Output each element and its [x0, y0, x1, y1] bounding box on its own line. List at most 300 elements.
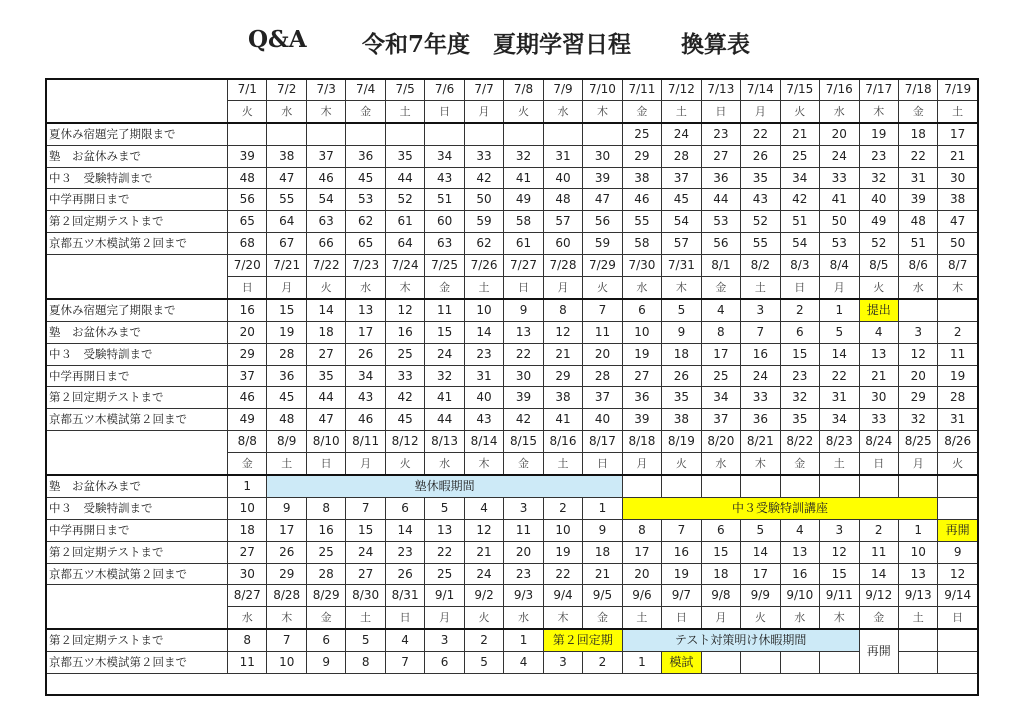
weekday-cell: 木 — [741, 453, 780, 475]
value-cell: 34 — [425, 145, 464, 167]
value-cell: 39 — [583, 167, 622, 189]
value-cell: 42 — [780, 189, 819, 211]
row-label: 中学再開日まで — [46, 519, 228, 541]
date-cell: 9/1 — [425, 585, 464, 607]
value-cell: 35 — [385, 145, 424, 167]
value-cell: 14 — [741, 541, 780, 563]
value-cell: 62 — [464, 233, 503, 255]
test2-row — [46, 541, 978, 563]
date-row — [46, 585, 978, 607]
value-cell: 15 — [425, 321, 464, 343]
value-cell: 9 — [662, 321, 701, 343]
juku_obon-row — [46, 145, 978, 167]
value-cell: 16 — [780, 563, 819, 585]
value-cell: 28 — [938, 387, 977, 409]
mock-row — [46, 652, 978, 674]
date-cell: 8/11 — [346, 431, 385, 453]
value-cell: 21 — [938, 145, 977, 167]
value-cell: 19 — [267, 321, 306, 343]
value-cell: 47 — [267, 167, 306, 189]
value-cell: 55 — [267, 189, 306, 211]
date-cell: 7/19 — [938, 79, 977, 101]
value-cell: 33 — [859, 409, 898, 431]
date-cell: 8/3 — [780, 255, 819, 277]
value-cell — [385, 123, 424, 145]
date-cell: 9/9 — [741, 585, 780, 607]
value-cell: 2 — [859, 519, 898, 541]
value-cell: 5 — [425, 497, 464, 519]
weekday-cell: 水 — [898, 277, 937, 299]
value-cell: 33 — [385, 365, 424, 387]
value-cell: 63 — [425, 233, 464, 255]
empty-cell — [898, 652, 937, 674]
empty-cell — [898, 299, 937, 321]
schedule-table — [45, 78, 978, 674]
value-cell: 5 — [820, 321, 859, 343]
value-cell: 34 — [780, 167, 819, 189]
value-cell: 65 — [228, 211, 267, 233]
value-cell: 45 — [346, 167, 385, 189]
value-cell: 32 — [425, 365, 464, 387]
empty-cell — [938, 652, 977, 674]
value-cell: 8 — [306, 497, 345, 519]
value-cell: 41 — [425, 387, 464, 409]
weekday-cell: 火 — [938, 453, 977, 475]
weekday-cell: 火 — [780, 100, 819, 122]
weekday-cell: 金 — [228, 453, 267, 475]
value-cell: 10 — [228, 497, 267, 519]
value-cell: 40 — [543, 167, 582, 189]
value-cell: 4 — [780, 519, 819, 541]
weekday-cell: 土 — [820, 453, 859, 475]
date-cell: 9/6 — [622, 585, 661, 607]
value-cell: 30 — [228, 563, 267, 585]
value-cell: 28 — [583, 365, 622, 387]
weekday-cell: 日 — [701, 100, 740, 122]
value-cell: 36 — [701, 167, 740, 189]
empty-cell — [780, 652, 819, 674]
date-cell: 8/26 — [938, 431, 977, 453]
row-label: 中学再開日まで — [46, 189, 228, 211]
value-cell: 10 — [464, 299, 503, 321]
value-cell: 31 — [464, 365, 503, 387]
value-cell: 38 — [622, 167, 661, 189]
weekday-cell: 木 — [306, 100, 345, 122]
value-cell: 18 — [228, 519, 267, 541]
value-cell: 52 — [741, 211, 780, 233]
date-cell: 8/14 — [464, 431, 503, 453]
date-cell: 7/14 — [741, 79, 780, 101]
value-cell: 55 — [741, 233, 780, 255]
weekday-cell: 木 — [385, 277, 424, 299]
date-cell: 7/11 — [622, 79, 661, 101]
empty-cell — [898, 629, 937, 651]
value-cell: 12 — [820, 541, 859, 563]
date-cell: 8/17 — [583, 431, 622, 453]
value-cell: 29 — [543, 365, 582, 387]
value-cell: 4 — [385, 629, 424, 651]
date-cell: 7/9 — [543, 79, 582, 101]
value-cell: 16 — [228, 299, 267, 321]
value-cell: 26 — [662, 365, 701, 387]
value-cell: 2 — [543, 497, 582, 519]
school-reopen-badge: 再開 — [938, 519, 977, 541]
date-cell: 8/24 — [859, 431, 898, 453]
value-cell: 24 — [425, 343, 464, 365]
mock-row — [46, 409, 978, 431]
value-cell: 32 — [898, 409, 937, 431]
value-cell: 1 — [583, 497, 622, 519]
value-cell: 18 — [306, 321, 345, 343]
value-cell: 30 — [583, 145, 622, 167]
value-cell: 34 — [820, 409, 859, 431]
value-cell: 61 — [385, 211, 424, 233]
empty-cell — [859, 475, 898, 497]
date-cell: 7/20 — [228, 255, 267, 277]
value-cell: 24 — [820, 145, 859, 167]
value-cell: 53 — [820, 233, 859, 255]
weekday-cell: 水 — [346, 277, 385, 299]
value-cell: 59 — [583, 233, 622, 255]
value-cell: 9 — [267, 497, 306, 519]
weekday-cell: 火 — [741, 607, 780, 629]
value-cell: 35 — [741, 167, 780, 189]
value-cell: 37 — [583, 387, 622, 409]
value-cell: 37 — [662, 167, 701, 189]
value-cell: 7 — [267, 629, 306, 651]
date-cell: 7/30 — [622, 255, 661, 277]
juku_obon-row — [46, 321, 978, 343]
value-cell: 38 — [267, 145, 306, 167]
weekday-cell: 木 — [267, 607, 306, 629]
value-cell: 40 — [464, 387, 503, 409]
row-label: 京都五ツ木模試第２回まで — [46, 652, 228, 674]
summer_hw-row — [46, 123, 978, 145]
value-cell: 21 — [859, 365, 898, 387]
value-cell: 23 — [504, 563, 543, 585]
conversion-table-title: 換算表 — [681, 31, 750, 58]
value-cell: 1 — [820, 299, 859, 321]
value-cell: 14 — [385, 519, 424, 541]
value-cell: 47 — [306, 409, 345, 431]
row-label: 中３ 受験特訓まで — [46, 343, 228, 365]
value-cell: 60 — [425, 211, 464, 233]
value-cell: 49 — [228, 409, 267, 431]
value-cell: 24 — [662, 123, 701, 145]
date-cell: 7/13 — [701, 79, 740, 101]
value-cell: 13 — [780, 541, 819, 563]
value-cell: 10 — [898, 541, 937, 563]
weekday-cell: 月 — [425, 607, 464, 629]
chu3-row — [46, 497, 978, 519]
date-cell: 8/7 — [938, 255, 977, 277]
value-cell: 17 — [741, 563, 780, 585]
weekday-cell: 金 — [780, 453, 819, 475]
value-cell: 17 — [267, 519, 306, 541]
weekday-cell: 日 — [385, 607, 424, 629]
date-cell: 7/21 — [267, 255, 306, 277]
value-cell: 26 — [267, 541, 306, 563]
value-cell: 22 — [504, 343, 543, 365]
row-label: 塾 お盆休みまで — [46, 145, 228, 167]
value-cell: 6 — [425, 652, 464, 674]
value-cell: 27 — [701, 145, 740, 167]
weekday-cell: 水 — [701, 453, 740, 475]
weekday-cell: 水 — [425, 453, 464, 475]
value-cell: 42 — [464, 167, 503, 189]
value-cell: 20 — [898, 365, 937, 387]
test-break-band: テスト対策明け休暇期間 — [622, 629, 859, 651]
chu3-course-band: 中３受験特訓講座 — [622, 497, 938, 519]
weekday-cell: 日 — [583, 453, 622, 475]
weekday-cell: 火 — [662, 453, 701, 475]
value-cell: 46 — [346, 409, 385, 431]
value-cell: 11 — [859, 541, 898, 563]
value-cell: 18 — [701, 563, 740, 585]
value-cell: 5 — [346, 629, 385, 651]
value-cell: 44 — [701, 189, 740, 211]
weekday-cell: 金 — [306, 607, 345, 629]
value-cell: 66 — [306, 233, 345, 255]
weekday-cell: 日 — [938, 607, 977, 629]
weekday-cell: 水 — [820, 100, 859, 122]
value-cell: 34 — [346, 365, 385, 387]
value-cell: 41 — [504, 167, 543, 189]
value-cell: 50 — [938, 233, 977, 255]
date-cell: 7/26 — [464, 255, 503, 277]
date-cell: 8/6 — [898, 255, 937, 277]
value-cell: 31 — [898, 167, 937, 189]
value-cell: 48 — [228, 167, 267, 189]
empty-cell — [701, 652, 740, 674]
reopen-cell: 再開 — [859, 629, 898, 673]
date-cell: 9/5 — [583, 585, 622, 607]
value-cell: 39 — [622, 409, 661, 431]
row-label: 第２回定期テストまで — [46, 211, 228, 233]
value-cell: 11 — [583, 321, 622, 343]
weekday-cell: 土 — [662, 100, 701, 122]
value-cell: 37 — [701, 409, 740, 431]
weekday-cell: 土 — [741, 277, 780, 299]
date-cell: 8/9 — [267, 431, 306, 453]
value-cell — [504, 123, 543, 145]
date-cell: 7/15 — [780, 79, 819, 101]
value-cell: 1 — [504, 629, 543, 651]
weekday-cell: 火 — [504, 100, 543, 122]
value-cell: 67 — [267, 233, 306, 255]
date-cell: 8/2 — [741, 255, 780, 277]
value-cell: 5 — [464, 652, 503, 674]
empty-cell — [662, 475, 701, 497]
date-cell: 8/22 — [780, 431, 819, 453]
value-cell: 3 — [820, 519, 859, 541]
weekday-cell: 金 — [898, 100, 937, 122]
date-cell: 9/11 — [820, 585, 859, 607]
value-cell: 25 — [780, 145, 819, 167]
date-cell: 7/6 — [425, 79, 464, 101]
value-cell: 35 — [306, 365, 345, 387]
value-cell: 40 — [859, 189, 898, 211]
date-cell: 8/31 — [385, 585, 424, 607]
value-cell: 3 — [543, 652, 582, 674]
value-cell: 31 — [938, 409, 977, 431]
value-cell: 64 — [385, 233, 424, 255]
value-cell: 3 — [898, 321, 937, 343]
weekday-cell: 日 — [228, 277, 267, 299]
date-cell: 8/15 — [504, 431, 543, 453]
weekday-cell: 土 — [267, 453, 306, 475]
value-cell: 15 — [701, 541, 740, 563]
value-cell: 53 — [701, 211, 740, 233]
value-cell: 65 — [346, 233, 385, 255]
value-cell: 4 — [701, 299, 740, 321]
value-cell — [346, 123, 385, 145]
value-cell: 25 — [385, 343, 424, 365]
value-cell — [543, 123, 582, 145]
value-cell: 8 — [228, 629, 267, 651]
value-cell: 9 — [504, 299, 543, 321]
weekday-cell: 火 — [228, 100, 267, 122]
value-cell: 35 — [780, 409, 819, 431]
value-cell: 29 — [228, 343, 267, 365]
value-cell: 27 — [306, 343, 345, 365]
value-cell: 19 — [662, 563, 701, 585]
row-label: 夏休み宿題完了期限まで — [46, 123, 228, 145]
empty-cell — [898, 475, 937, 497]
value-cell: 39 — [228, 145, 267, 167]
value-cell: 3 — [425, 629, 464, 651]
weekday-cell: 月 — [622, 453, 661, 475]
row-label: 塾 お盆休みまで — [46, 475, 228, 497]
value-cell: 9 — [583, 519, 622, 541]
date-cell: 9/8 — [701, 585, 740, 607]
value-cell: 19 — [859, 123, 898, 145]
value-cell: 24 — [346, 541, 385, 563]
test2-row — [46, 387, 978, 409]
value-cell: 2 — [938, 321, 977, 343]
date-cell: 7/24 — [385, 255, 424, 277]
value-cell: 42 — [504, 409, 543, 431]
qa-title: Q&A — [248, 26, 307, 53]
value-cell: 21 — [583, 563, 622, 585]
date-cell: 8/27 — [228, 585, 267, 607]
empty-cell — [701, 475, 740, 497]
value-cell: 51 — [780, 211, 819, 233]
weekday-cell: 火 — [464, 607, 503, 629]
weekday-cell: 月 — [543, 277, 582, 299]
value-cell: 29 — [898, 387, 937, 409]
date-cell: 8/19 — [662, 431, 701, 453]
date-cell: 7/23 — [346, 255, 385, 277]
date-cell: 9/13 — [898, 585, 937, 607]
weekday-cell: 金 — [622, 100, 661, 122]
weekday-cell: 月 — [267, 277, 306, 299]
value-cell: 16 — [385, 321, 424, 343]
value-cell: 17 — [346, 321, 385, 343]
value-cell: 15 — [820, 563, 859, 585]
value-cell: 15 — [346, 519, 385, 541]
value-cell: 12 — [898, 343, 937, 365]
weekday-cell: 金 — [504, 453, 543, 475]
date-cell: 7/8 — [504, 79, 543, 101]
value-cell: 25 — [306, 541, 345, 563]
schedule-title: 令和7年度 夏期学習日程 — [362, 31, 632, 58]
page-title-bar — [0, 26, 1024, 66]
weekday-cell: 金 — [346, 100, 385, 122]
row-label: 中３ 受験特訓まで — [46, 167, 228, 189]
value-cell: 21 — [543, 343, 582, 365]
value-cell: 46 — [228, 387, 267, 409]
value-cell: 59 — [464, 211, 503, 233]
value-cell: 28 — [267, 343, 306, 365]
weekday-cell: 木 — [464, 453, 503, 475]
row-label: 第２回定期テストまで — [46, 387, 228, 409]
date-cell: 8/23 — [820, 431, 859, 453]
weekday-cell: 土 — [385, 100, 424, 122]
value-cell — [228, 123, 267, 145]
value-cell: 14 — [859, 563, 898, 585]
value-cell: 12 — [543, 321, 582, 343]
value-cell: 13 — [425, 519, 464, 541]
value-cell: 8 — [346, 652, 385, 674]
weekday-cell: 土 — [346, 607, 385, 629]
school-row — [46, 189, 978, 211]
date-cell: 8/13 — [425, 431, 464, 453]
weekday-cell: 土 — [898, 607, 937, 629]
date-cell: 8/20 — [701, 431, 740, 453]
value-cell: 18 — [662, 343, 701, 365]
value-cell: 43 — [741, 189, 780, 211]
weekday-cell: 金 — [583, 607, 622, 629]
value-cell: 50 — [464, 189, 503, 211]
value-cell: 19 — [938, 365, 977, 387]
value-cell: 42 — [385, 387, 424, 409]
value-cell: 43 — [346, 387, 385, 409]
value-cell: 3 — [741, 299, 780, 321]
value-cell: 26 — [385, 563, 424, 585]
weekday-cell: 水 — [622, 277, 661, 299]
weekday-cell: 火 — [306, 277, 345, 299]
row-label: 京都五ツ木模試第２回まで — [46, 563, 228, 585]
date-cell: 8/21 — [741, 431, 780, 453]
value-cell: 48 — [543, 189, 582, 211]
empty-cell — [780, 475, 819, 497]
row-label: 塾 お盆休みまで — [46, 321, 228, 343]
value-cell: 32 — [859, 167, 898, 189]
value-cell: 53 — [346, 189, 385, 211]
weekday-cell: 木 — [543, 607, 582, 629]
weekday-cell: 月 — [898, 453, 937, 475]
value-cell: 33 — [464, 145, 503, 167]
date-cell: 7/22 — [306, 255, 345, 277]
weekday-cell: 水 — [504, 607, 543, 629]
date-cell: 7/17 — [859, 79, 898, 101]
value-cell — [583, 123, 622, 145]
weekday-cell: 日 — [662, 607, 701, 629]
corner-cell — [46, 431, 228, 475]
value-cell: 13 — [346, 299, 385, 321]
value-cell: 31 — [820, 387, 859, 409]
value-cell: 10 — [543, 519, 582, 541]
value-cell: 4 — [504, 652, 543, 674]
value-cell: 56 — [228, 189, 267, 211]
value-cell: 14 — [820, 343, 859, 365]
weekday-cell: 月 — [346, 453, 385, 475]
value-cell: 10 — [267, 652, 306, 674]
value-cell: 24 — [464, 563, 503, 585]
value-cell: 1 — [228, 475, 267, 497]
value-cell: 6 — [622, 299, 661, 321]
